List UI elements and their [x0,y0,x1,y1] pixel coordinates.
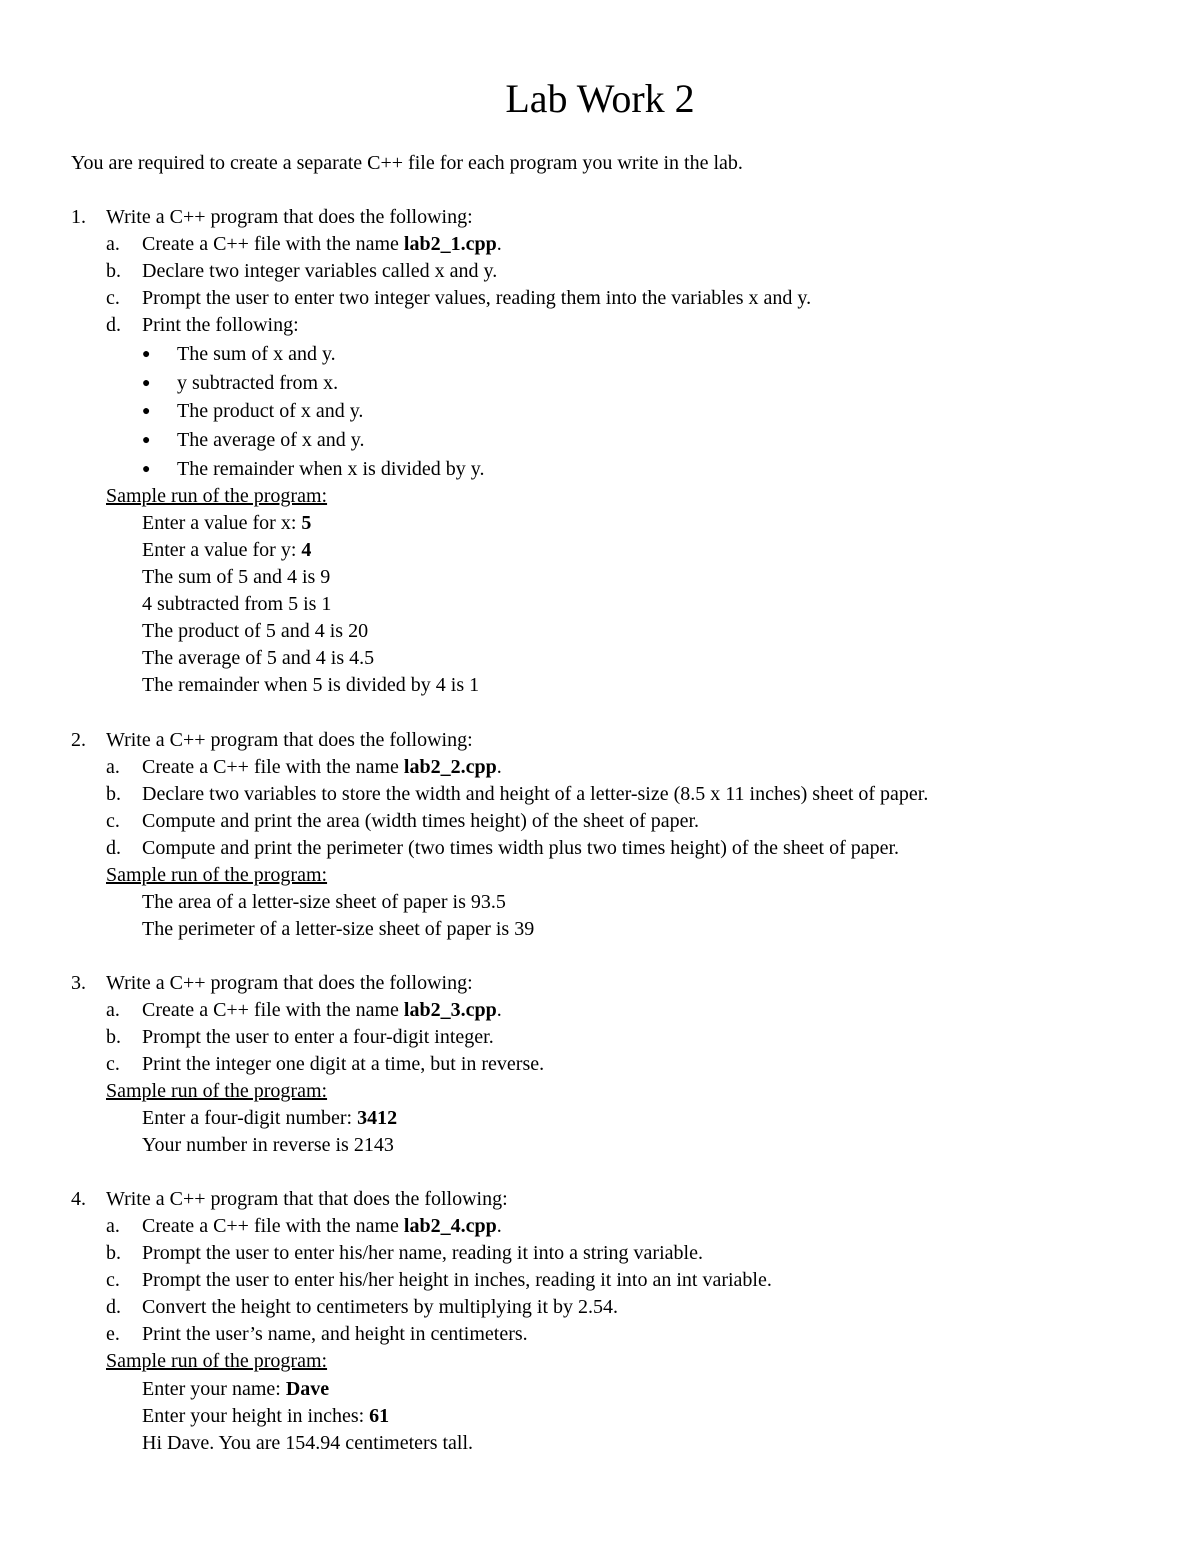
file-name: lab2_2.cpp [403,756,497,778]
sample-label: Sample run of the program: [106,1350,328,1372]
file-name: lab2_1.cpp [403,233,497,255]
item-text: Convert the height to centimeters by multiplying it by 2.54. [142,1296,619,1318]
item-letter: c. [106,1269,120,1291]
intro-text: You are required to create a separate C++ file for each program you write in the lab. [71,152,743,174]
bullet-icon: ● [142,433,151,448]
question-text: Write a C++ program that does the following: [106,206,473,228]
item-letter: b. [106,783,121,805]
item-letter: d. [106,837,121,859]
item-text: Declare two variables to store the width and height of a letter-size (8.5 x 11 inches) sheet of paper. [142,783,929,805]
item-letter: b. [106,260,121,282]
item-text: Prompt the user to enter his/her name, reading it into a string variable. [142,1242,703,1264]
item-text: Print the integer one digit at a time, but in reverse. [142,1053,545,1075]
item-letter: d. [106,1296,121,1318]
item-text: Create a C++ file with the name lab2_1.cpp. [142,233,502,255]
item-letter: b. [106,1026,121,1048]
bullet-text: y subtracted from x. [177,372,339,394]
item-letter: c. [106,287,120,309]
user-input: 61 [369,1405,390,1427]
bullet-icon: ● [142,404,151,419]
sample-label: Sample run of the program: [106,485,328,507]
item-letter: c. [106,1053,120,1075]
item-text: Create a C++ file with the name lab2_4.cpp. [142,1215,502,1237]
item-text: Create a C++ file with the name lab2_3.cpp. [142,999,502,1021]
bullet-icon: ● [142,462,151,477]
item-letter: e. [106,1323,120,1345]
bullet-icon: ● [142,347,151,362]
item-text: Prompt the user to enter his/her height in inches, reading it into an int variable. [142,1269,772,1291]
bullet-text: The sum of x and y. [177,343,336,365]
question-number: 3. [71,972,86,994]
question-number: 2. [71,729,86,751]
document-page: Lab Work 2 You are required to create a separate C++ file for each program you write in the lab. 1. Write a C++ program that does the following: a. Create a C++ file with the name lab2_1.cpp. b. Declare two integer variables called x and y. c. Prompt the user to enter two integer values, reading them into the variables x and y. d. Print the following: ● The sum of x and y. ● y subtracted from x. ● The product of x and y. ● The average of x and y. ● The remainder when x is divided by y. Sample run of the program: Enter a value for x: 5 Enter a value for y: 4 The sum of 5 and 4 is 9 4 subtracted from 5 is 1 The product of 5 and 4 is 20 The average of 5 and 4 is 4.5 The remainder when 5 is divided by 4 is 1 2. Write a C++ program that does the following: a. Create a C++ file with the name lab2_2.cpp. b. Declare two variables to store the width and height of a letter-size (8.5 x 11 inches) sheet of paper. c. Compute and print the area (width times height) of the sheet of paper. d. Compute and print the perimeter (two times width plus two times height) of the sheet of paper. Sample run of the program: The area of a letter-size sheet of paper is 93.5 The perimeter of a letter-size sheet of paper is 39 3. Write a C++ program that does the following: a. Create a C++ file with the name lab2_3.cpp. b. Prompt the user to enter a four-digit integer. c. Print the integer one digit at a time, but in reverse. Sample run of the program: Enter a four-digit number: 3412 Your number in reverse is 2143 4. Write a C++ program that that does the following: a. Create a C++ file with the name lab2_4.cpp. b. Prompt the user to enter his/her name, reading it into a string variable. c. Prompt the user to enter his/her height in inches, reading it into an int variable. d. Convert the height to centimeters by multiplying it by 2.54. e. Print the user’s name, and height in centimeters. Sample run of the program: Enter your name: Dave Enter your height in inches: 61 Hi Dave. You are 154.94 centimeters tall. [0,0,1200,1553]
file-name: lab2_3.cpp [403,999,497,1021]
item-text: Create a C++ file with the name lab2_2.cpp. [142,756,502,778]
user-input: 4 [301,539,312,561]
sample-label: Sample run of the program: [106,1080,328,1102]
file-name: lab2_4.cpp [403,1215,497,1237]
item-text: Compute and print the area (width times height) of the sheet of paper. [142,810,700,832]
user-input: 3412 [357,1107,398,1129]
item-letter: c. [106,810,120,832]
user-input: Dave [285,1378,330,1400]
item-letter: a. [106,999,120,1021]
item-letter: a. [106,1215,120,1237]
item-text: Declare two integer variables called x and y. [142,260,498,282]
item-letter: a. [106,756,120,778]
item-text: Print the user’s name, and height in centimeters. [142,1323,528,1345]
item-text: Prompt the user to enter two integer values, reading them into the variables x and y. [142,287,812,309]
item-text: Prompt the user to enter a four-digit integer. [142,1026,494,1048]
user-input: 5 [301,512,312,534]
item-text: Compute and print the perimeter (two times width plus two times height) of the sheet of paper. [142,837,900,859]
bullet-icon: ● [142,376,151,391]
question-text: Write a C++ program that does the following: [106,972,473,994]
item-letter: a. [106,233,120,255]
question-text: Write a C++ program that that does the following: [106,1188,508,1210]
page-title: Lab Work 2 [505,76,695,121]
question-number: 1. [71,206,86,228]
question-number: 4. [71,1188,86,1210]
sample-label: Sample run of the program: [106,864,328,886]
bullet-text: The product of x and y. [177,400,364,422]
question-text: Write a C++ program that does the following: [106,729,473,751]
bullet-text: The remainder when x is divided by y. [177,458,485,480]
item-letter: d. [106,314,121,336]
item-text: Print the following: [142,314,299,336]
item-letter: b. [106,1242,121,1264]
bullet-text: The average of x and y. [177,429,365,451]
